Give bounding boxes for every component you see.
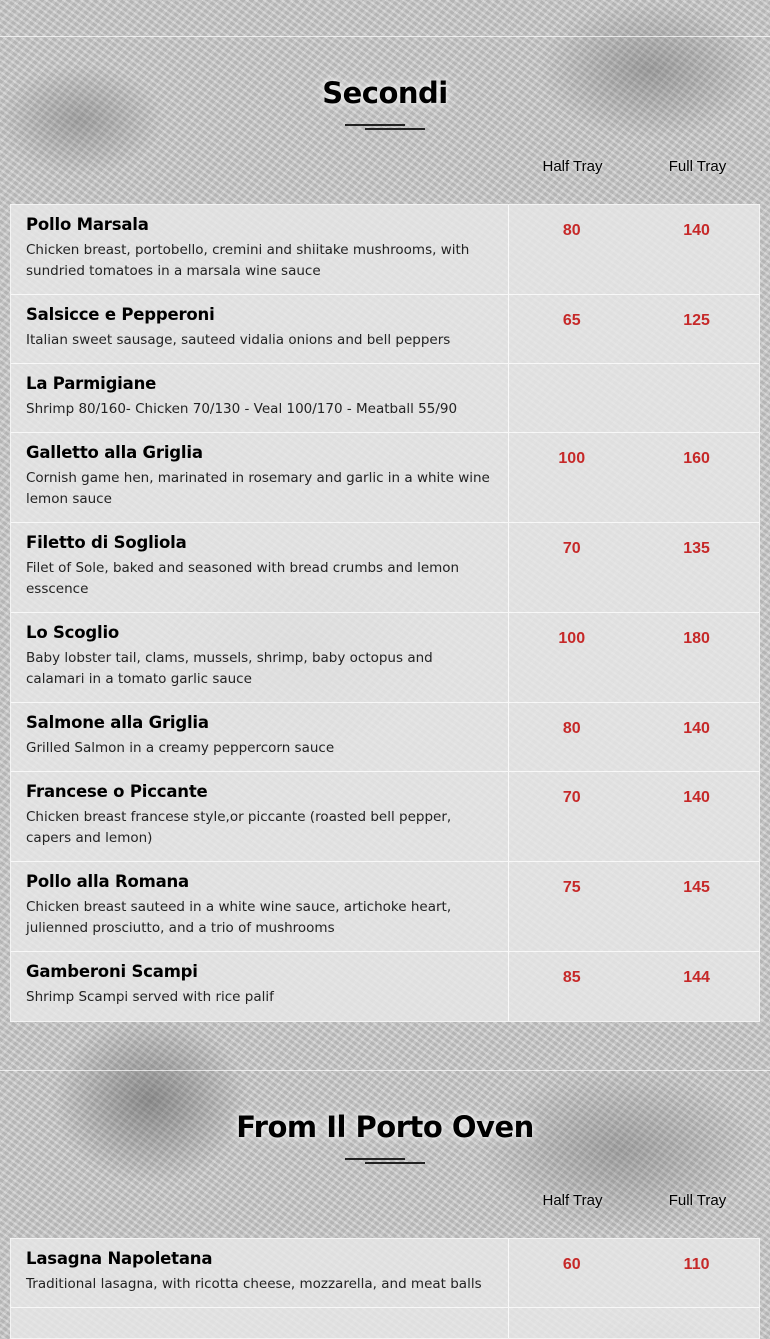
menu-row xyxy=(11,862,759,952)
menu-row xyxy=(11,613,759,703)
price-full-tray: 125 xyxy=(683,312,710,329)
column-header-half-tray: Half Tray xyxy=(542,158,603,175)
menu-table-oven xyxy=(10,1238,760,1339)
item-name: Lasagna Napoletana xyxy=(26,1249,213,1268)
price-half-tray: 80 xyxy=(562,720,581,737)
item-name: Salsicce e Pepperoni xyxy=(26,305,215,324)
menu-row xyxy=(11,952,759,1021)
menu-row xyxy=(11,295,759,364)
item-description: Chicken breast, portobello, cremini and shiitake mushrooms, with sundried tomatoes in a marsala wine sauce xyxy=(26,242,470,279)
item-description: Chicken breast sauteed in a white wine sauce, artichoke heart, julienned prosciutto, and a trio of mushrooms xyxy=(26,899,452,936)
item-name: Salmone alla Griglia xyxy=(26,713,209,732)
price-full-tray: 140 xyxy=(683,720,710,737)
price-half-tray: 80 xyxy=(562,222,581,239)
price-half-tray: 65 xyxy=(562,312,581,329)
column-header-half-tray: Half Tray xyxy=(542,1192,603,1209)
item-description: Grilled Salmon in a creamy peppercorn sauce xyxy=(26,740,335,756)
price-half-tray: 75 xyxy=(562,879,581,896)
price-full-tray: 135 xyxy=(683,540,710,557)
item-description: Cornish game hen, marinated in rosemary and garlic in a white wine lemon sauce xyxy=(26,470,490,507)
item-name: Francese o Piccante xyxy=(26,782,208,801)
item-name: La Parmigiane xyxy=(26,374,157,393)
menu-row xyxy=(11,364,759,433)
menu-row xyxy=(11,433,759,523)
item-name: Pollo Marsala xyxy=(26,215,149,234)
item-description: Filet of Sole, baked and seasoned with bread crumbs and lemon esscence xyxy=(26,560,460,597)
item-description: Chicken breast francese style,or piccante (roasted bell pepper, capers and lemon) xyxy=(26,809,452,846)
section-title: Secondi xyxy=(322,76,448,110)
price-full-tray xyxy=(634,364,759,432)
menu-row xyxy=(11,205,759,295)
price-half-tray: 100 xyxy=(558,450,586,467)
price-full-tray: 144 xyxy=(683,969,710,986)
price-full-tray: 140 xyxy=(683,222,710,239)
price-half-tray: 85 xyxy=(562,969,581,986)
menu-row xyxy=(11,1308,759,1338)
section-divider xyxy=(0,36,770,37)
price-half-tray: 60 xyxy=(562,1256,581,1273)
title-ornament xyxy=(345,124,425,134)
section-title: From Il Porto Oven xyxy=(236,1110,534,1144)
menu-row xyxy=(11,772,759,862)
item-name: Lo Scoglio xyxy=(26,623,120,642)
item-description: Italian sweet sausage, sauteed vidalia onions and bell peppers xyxy=(26,332,451,348)
price-half-tray: 70 xyxy=(562,540,581,557)
menu-row xyxy=(11,703,759,772)
item-description: Baby lobster tail, clams, mussels, shrimp, baby octopus and calamari in a tomato garlic sauce xyxy=(26,650,433,687)
item-description: Shrimp 80/160- Chicken 70/130 - Veal 100/170 - Meatball 55/90 xyxy=(26,401,458,417)
price-half-tray: 70 xyxy=(562,789,581,806)
column-header-full-tray: Full Tray xyxy=(668,1192,727,1209)
item-description: Traditional lasagna, with ricotta cheese, mozzarella, and meat balls xyxy=(26,1276,482,1292)
item-description: Shrimp Scampi served with rice palif xyxy=(26,989,274,1005)
price-half-tray xyxy=(509,364,634,432)
price-full-tray: 145 xyxy=(683,879,710,896)
price-full-tray: 140 xyxy=(683,789,710,806)
title-ornament xyxy=(345,1158,425,1168)
price-half-tray: 100 xyxy=(558,630,586,647)
menu-table-secondi xyxy=(10,204,760,1022)
column-header-full-tray: Full Tray xyxy=(668,158,727,175)
item-name: Gamberoni Scampi xyxy=(26,962,198,981)
item-name: Filetto di Sogliola xyxy=(26,533,187,552)
item-name: Pollo alla Romana xyxy=(26,872,189,891)
menu-row xyxy=(11,1239,759,1308)
price-full-tray: 160 xyxy=(683,450,710,467)
price-full-tray: 110 xyxy=(683,1256,710,1273)
menu-row xyxy=(11,523,759,613)
item-name: Galletto alla Griglia xyxy=(26,443,203,462)
price-full-tray: 180 xyxy=(683,630,710,647)
section-divider xyxy=(0,1070,770,1071)
